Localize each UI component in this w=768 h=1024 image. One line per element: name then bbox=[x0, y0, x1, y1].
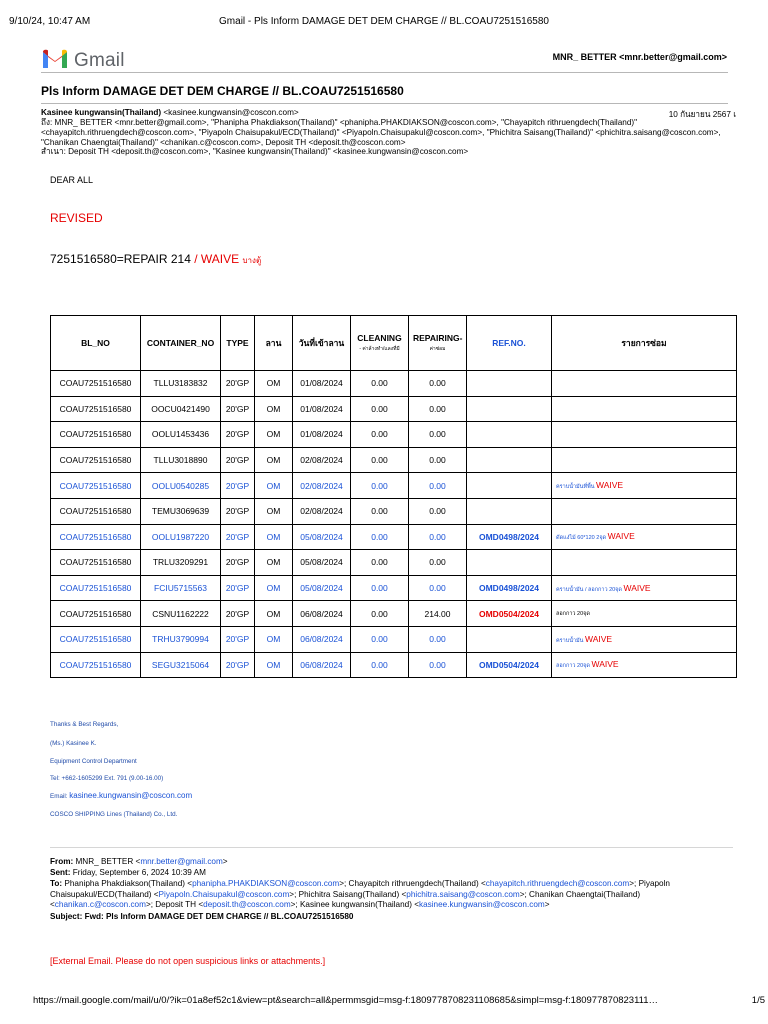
cell-type: 20'GP bbox=[221, 550, 255, 576]
cell-type: 20'GP bbox=[221, 601, 255, 627]
cell-yard: OM bbox=[255, 652, 293, 678]
cell-container-no: CSNU1162222 bbox=[141, 601, 221, 627]
cell-cleaning: 0.00 bbox=[351, 652, 409, 678]
cell-remark bbox=[552, 396, 737, 422]
cell-container-no: TRLU3209291 bbox=[141, 550, 221, 576]
cell-repairing: 0.00 bbox=[409, 652, 467, 678]
cell-yard: OM bbox=[255, 575, 293, 601]
cell-remark bbox=[552, 575, 737, 601]
cell-yard: OM bbox=[255, 396, 293, 422]
gmail-logo[interactable] bbox=[41, 47, 125, 74]
gmail-m-icon bbox=[41, 47, 69, 74]
cell-remark bbox=[552, 652, 737, 678]
remark-text: ดัดแง่ไม้ 60*120 2จุด bbox=[556, 535, 607, 542]
cell-date: 06/08/2024 bbox=[293, 652, 351, 678]
remark-text: ลอกกาว 20จุด bbox=[556, 663, 590, 670]
cell-type: 20'GP bbox=[221, 652, 255, 678]
cell-type: 20'GP bbox=[221, 396, 255, 422]
cell-ref-no: OMD0504/2024 bbox=[467, 601, 552, 627]
email-date: 10 กันยายน 2567 เ bbox=[668, 110, 736, 119]
sig-regards: Thanks & Best Regards, bbox=[50, 721, 119, 728]
cell-bl-no: COAU7251516580 bbox=[51, 371, 141, 397]
waive-label: WAIVE bbox=[591, 659, 619, 670]
fwd-subject bbox=[50, 912, 733, 923]
fwd-to-email-link[interactable]: Piyapoln.Chaisupakul@coscon.com bbox=[158, 889, 290, 899]
fwd-sent-value: Friday, September 6, 2024 10:39 AM bbox=[70, 868, 206, 877]
cell-yard: OM bbox=[255, 371, 293, 397]
cell-remark bbox=[552, 524, 737, 550]
cell-repairing: 0.00 bbox=[409, 447, 467, 473]
waive-label: WAIVE bbox=[623, 582, 651, 593]
print-timestamp: 9/10/24, 10:47 AM bbox=[9, 16, 91, 27]
cell-yard: OM bbox=[255, 422, 293, 448]
fwd-to-text: >; Deposit TH < bbox=[145, 900, 204, 910]
sig-email-label: Email: bbox=[50, 793, 70, 800]
table-row bbox=[51, 422, 737, 448]
header-type: TYPE bbox=[221, 316, 255, 371]
cell-cleaning: 0.00 bbox=[351, 396, 409, 422]
cell-type: 20'GP bbox=[221, 473, 255, 499]
table-row bbox=[51, 473, 737, 499]
cell-cleaning: 0.00 bbox=[351, 473, 409, 499]
table-row bbox=[51, 524, 737, 550]
cell-repairing: 214.00 bbox=[409, 601, 467, 627]
cell-type: 20'GP bbox=[221, 447, 255, 473]
table-row bbox=[51, 575, 737, 601]
table-row bbox=[51, 371, 737, 397]
cell-remark bbox=[552, 498, 737, 524]
cell-container-no: OOCU0421490 bbox=[141, 396, 221, 422]
repair-summary-text: 7251516580=REPAIR 214 bbox=[50, 252, 191, 266]
cell-bl-no: COAU7251516580 bbox=[51, 473, 141, 499]
cell-date: 02/08/2024 bbox=[293, 473, 351, 499]
table-row bbox=[51, 447, 737, 473]
cell-container-no: TEMU3069639 bbox=[141, 498, 221, 524]
cell-date: 05/08/2024 bbox=[293, 524, 351, 550]
cell-remark bbox=[552, 447, 737, 473]
divider bbox=[50, 847, 733, 848]
waive-label: WAIVE bbox=[607, 531, 635, 542]
remark-text: คราบน้ำมัน / ลอกกาว 20จุด bbox=[556, 586, 622, 593]
sender-name: Kasinee kungwansin(Thailand) bbox=[41, 108, 162, 117]
cell-date: 06/08/2024 bbox=[293, 601, 351, 627]
email-subject: Pls Inform DAMAGE DET DEM CHARGE // BL.COAU7251516580 bbox=[41, 84, 404, 98]
container-table bbox=[50, 315, 737, 678]
cell-cleaning: 0.00 bbox=[351, 498, 409, 524]
revised-label: REVISED bbox=[50, 211, 103, 225]
cell-repairing: 0.00 bbox=[409, 422, 467, 448]
fwd-to bbox=[50, 879, 733, 911]
cell-container-no: TLLU3183832 bbox=[141, 371, 221, 397]
table-row bbox=[51, 652, 737, 678]
cc-line: สำเนา: Deposit TH <deposit.th@coscon.com>, "Kasinee kungwansin(Thailand)" <kasinee.kungwansin@coscon.com> bbox=[41, 147, 469, 156]
cell-repairing: 0.00 bbox=[409, 524, 467, 550]
cell-remark bbox=[552, 473, 737, 499]
cell-bl-no: COAU7251516580 bbox=[51, 498, 141, 524]
header-remark: รายการซ่อม bbox=[552, 316, 737, 371]
cell-type: 20'GP bbox=[221, 524, 255, 550]
cell-ref-no bbox=[467, 396, 552, 422]
header-date: วันที่เข้าลาน bbox=[293, 316, 351, 371]
cell-date: 01/08/2024 bbox=[293, 396, 351, 422]
page-number: 1/5 bbox=[751, 995, 765, 1006]
fwd-to-text: >; Kasinee kungwansin(Thailand) < bbox=[290, 900, 419, 910]
fwd-subject-label: Subject: bbox=[50, 912, 83, 921]
repair-thai-note: บางตู้ bbox=[242, 256, 262, 265]
cell-remark bbox=[552, 550, 737, 576]
table-row bbox=[51, 550, 737, 576]
cell-cleaning: 0.00 bbox=[351, 447, 409, 473]
print-url: https://mail.google.com/mail/u/0/?ik=01a8ef52c1&view=pt&search=all&permmsgid=msg-f:1809778708231108685&simpl=msg-f:180977870823111… bbox=[33, 995, 659, 1006]
account-label: MNR_ BETTER <mnr.better@gmail.com> bbox=[552, 52, 727, 62]
header-repairing bbox=[409, 316, 467, 371]
header-bl-no: BL_NO bbox=[51, 316, 141, 371]
cell-ref-no bbox=[467, 447, 552, 473]
fwd-from-email-link[interactable]: mnr.better@gmail.com bbox=[140, 857, 223, 866]
cell-ref-no bbox=[467, 473, 552, 499]
cell-container-no: OOLU0540285 bbox=[141, 473, 221, 499]
fwd-subject-value: Fwd: Pls Inform DAMAGE DET DEM CHARGE // BL.COAU7251516580 bbox=[82, 912, 354, 921]
sig-company: COSCO SHIPPING Lines (Thailand) Co., Ltd. bbox=[50, 811, 178, 818]
to-line-3: "Chanikan Chaengtai(Thailand)" <chanikan.c@coscon.com>, Deposit TH <deposit.th@coscon.com> bbox=[41, 138, 406, 147]
fwd-to-email-link[interactable]: kasinee.kungwansin@coscon.com bbox=[419, 900, 545, 910]
cell-container-no: FCIU5715563 bbox=[141, 575, 221, 601]
cell-remark bbox=[552, 422, 737, 448]
sender-email: <kasinee.kungwansin@coscon.com> bbox=[163, 108, 299, 117]
cell-yard: OM bbox=[255, 550, 293, 576]
print-page-title: Gmail - Pls Inform DAMAGE DET DEM CHARGE // BL.COAU7251516580 bbox=[219, 16, 549, 27]
cell-date: 05/08/2024 bbox=[293, 550, 351, 576]
sig-email-line bbox=[50, 791, 192, 800]
waive-label: WAIVE bbox=[584, 633, 613, 644]
remark-text: คราบน้ำมัน bbox=[556, 637, 584, 644]
table-header-row bbox=[51, 316, 737, 371]
cell-bl-no: COAU7251516580 bbox=[51, 396, 141, 422]
cell-cleaning: 0.00 bbox=[351, 575, 409, 601]
gmail-wordmark: Gmail bbox=[74, 49, 125, 71]
table-row bbox=[51, 601, 737, 627]
header-container-no: CONTAINER_NO bbox=[141, 316, 221, 371]
cell-container-no: OOLU1453436 bbox=[141, 422, 221, 448]
fwd-to-email-link[interactable]: chanikan.c@coscon.com bbox=[54, 900, 146, 910]
cell-repairing: 0.00 bbox=[409, 371, 467, 397]
cell-yard: OM bbox=[255, 524, 293, 550]
to-line-1: ถึง: MNR_ BETTER <mnr.better@gmail.com>, "Phanipha Phakdiakson(Thailand)" <phanipha.PHAKDIAKSON@coscon.com>, "Chayapitch rithruengdech(Thailand)" bbox=[41, 118, 638, 127]
repair-waive-text: / WAIVE bbox=[190, 252, 240, 266]
cell-yard: OM bbox=[255, 498, 293, 524]
cell-yard: OM bbox=[255, 473, 293, 499]
cell-remark bbox=[552, 626, 737, 652]
header-cleaning bbox=[351, 316, 409, 371]
cell-type: 20'GP bbox=[221, 498, 255, 524]
cell-bl-no: COAU7251516580 bbox=[51, 601, 141, 627]
table-row bbox=[51, 396, 737, 422]
cell-repairing: 0.00 bbox=[409, 575, 467, 601]
fwd-from-label: From: bbox=[50, 857, 74, 866]
cell-repairing: 0.00 bbox=[409, 626, 467, 652]
fwd-to-text: >; Phichitra Saisang(Thailand) < bbox=[289, 889, 407, 899]
cell-bl-no: COAU7251516580 bbox=[51, 422, 141, 448]
cell-type: 20'GP bbox=[221, 371, 255, 397]
cell-remark bbox=[552, 601, 737, 627]
cell-repairing: 0.00 bbox=[409, 498, 467, 524]
cell-bl-no: COAU7251516580 bbox=[51, 652, 141, 678]
cell-bl-no: COAU7251516580 bbox=[51, 447, 141, 473]
fwd-from-name: MNR_ BETTER < bbox=[73, 857, 141, 866]
cell-ref-no bbox=[467, 626, 552, 652]
cell-cleaning: 0.00 bbox=[351, 550, 409, 576]
to-line-2: <chayapitch.rithruengdech@coscon.com>, "Piyapoln Chaisupakul/ECD(Thailand)" <Piyapoln.Chaisupakul@coscon.com>, "Phichitra Saisang(Thailand)" <phichitra.saisang@coscon.com>, bbox=[41, 128, 721, 137]
cell-container-no: SEGU3215064 bbox=[141, 652, 221, 678]
cell-bl-no: COAU7251516580 bbox=[51, 550, 141, 576]
fwd-to-text: >; Chayapitch rithruengdech(Thailand) < bbox=[339, 879, 486, 888]
table-row bbox=[51, 498, 737, 524]
cell-bl-no: COAU7251516580 bbox=[51, 626, 141, 652]
divider bbox=[41, 72, 728, 73]
cell-ref-no bbox=[467, 550, 552, 576]
cell-cleaning: 0.00 bbox=[351, 524, 409, 550]
cell-container-no: TLLU3018890 bbox=[141, 447, 221, 473]
cell-container-no: OOLU1987220 bbox=[141, 524, 221, 550]
cell-date: 01/08/2024 bbox=[293, 422, 351, 448]
fwd-to-text: Phanipha Phakdiakson(Thailand) < bbox=[62, 879, 193, 888]
cell-date: 01/08/2024 bbox=[293, 371, 351, 397]
greeting: DEAR ALL bbox=[50, 175, 94, 185]
header-ref-no: REF.NO. bbox=[467, 316, 552, 371]
cell-date: 05/08/2024 bbox=[293, 575, 351, 601]
cell-type: 20'GP bbox=[221, 575, 255, 601]
fwd-to-label: To: bbox=[50, 879, 63, 888]
header-cleaning-sub: - ค่าล้างทำ/แลงที่มี bbox=[359, 346, 400, 352]
fwd-to-email-link[interactable]: phichitra.saisang@coscon.com bbox=[406, 889, 520, 899]
cell-type: 20'GP bbox=[221, 422, 255, 448]
print-header bbox=[0, 16, 768, 30]
cell-ref-no bbox=[467, 498, 552, 524]
cell-bl-no: COAU7251516580 bbox=[51, 575, 141, 601]
cell-ref-no bbox=[467, 371, 552, 397]
fwd-to-text: >; Piyapoln Chaisupakul/ECD(Thailand) < bbox=[50, 879, 670, 899]
header-repairing-label: REPAIRING- bbox=[413, 333, 463, 343]
fwd-to-email-link[interactable]: deposit.th@coscon.com bbox=[203, 900, 291, 910]
cell-cleaning: 0.00 bbox=[351, 371, 409, 397]
cell-repairing: 0.00 bbox=[409, 550, 467, 576]
remark-text: คราบน้ำมันที่พื้น bbox=[556, 484, 595, 491]
fwd-to-email-link[interactable]: phanipha.PHAKDIAKSON@coscon.com bbox=[192, 879, 340, 888]
cell-yard: OM bbox=[255, 601, 293, 627]
sig-email-link[interactable]: kasinee.kungwansin@coscon.com bbox=[69, 791, 193, 800]
cell-cleaning: 0.00 bbox=[351, 601, 409, 627]
sig-name: (Ms.) Kasinee K. bbox=[50, 740, 97, 747]
cell-container-no: TRHU3790994 bbox=[141, 626, 221, 652]
cell-date: 06/08/2024 bbox=[293, 626, 351, 652]
cell-remark bbox=[552, 371, 737, 397]
cell-ref-no: OMD0498/2024 bbox=[467, 524, 552, 550]
header-yard: ลาน bbox=[255, 316, 293, 371]
cell-repairing: 0.00 bbox=[409, 396, 467, 422]
repair-summary bbox=[50, 252, 261, 267]
cell-type: 20'GP bbox=[221, 626, 255, 652]
fwd-sent-label: Sent: bbox=[50, 868, 71, 877]
cell-cleaning: 0.00 bbox=[351, 626, 409, 652]
cell-repairing: 0.00 bbox=[409, 473, 467, 499]
cell-ref-no: OMD0498/2024 bbox=[467, 575, 552, 601]
fwd-to-email-link[interactable]: chayapitch.rithruengdech@coscon.com bbox=[485, 879, 630, 888]
divider bbox=[41, 103, 728, 104]
header-repairing-sub: ค่าซ่อม bbox=[429, 346, 446, 352]
cell-date: 02/08/2024 bbox=[293, 498, 351, 524]
fwd-to-text: >; Chanikan Chaengtai(Thailand) < bbox=[50, 889, 641, 910]
waive-label: WAIVE bbox=[596, 480, 624, 491]
cell-ref-no: OMD0504/2024 bbox=[467, 652, 552, 678]
cell-bl-no: COAU7251516580 bbox=[51, 524, 141, 550]
fwd-to-text: > bbox=[544, 900, 550, 910]
table-row bbox=[51, 626, 737, 652]
fwd-from bbox=[50, 857, 733, 868]
sender-line bbox=[41, 108, 733, 118]
fwd-sent bbox=[50, 868, 733, 879]
fwd-from-close: > bbox=[222, 857, 228, 866]
external-email-warning: [External Email. Please do not open suspicious links or attachments.] bbox=[50, 956, 326, 966]
cell-yard: OM bbox=[255, 626, 293, 652]
cell-cleaning: 0.00 bbox=[351, 422, 409, 448]
cell-date: 02/08/2024 bbox=[293, 447, 351, 473]
sig-phone: Tel: +662-1605299 Ext. 791 (9.00-16.00) bbox=[50, 775, 164, 782]
sig-dept: Equipment Control Department bbox=[50, 758, 137, 765]
header-cleaning-label: CLEANING bbox=[357, 333, 402, 343]
remark-text: ลอกกาว 20จุด bbox=[556, 610, 590, 617]
cell-ref-no bbox=[467, 422, 552, 448]
cell-yard: OM bbox=[255, 447, 293, 473]
